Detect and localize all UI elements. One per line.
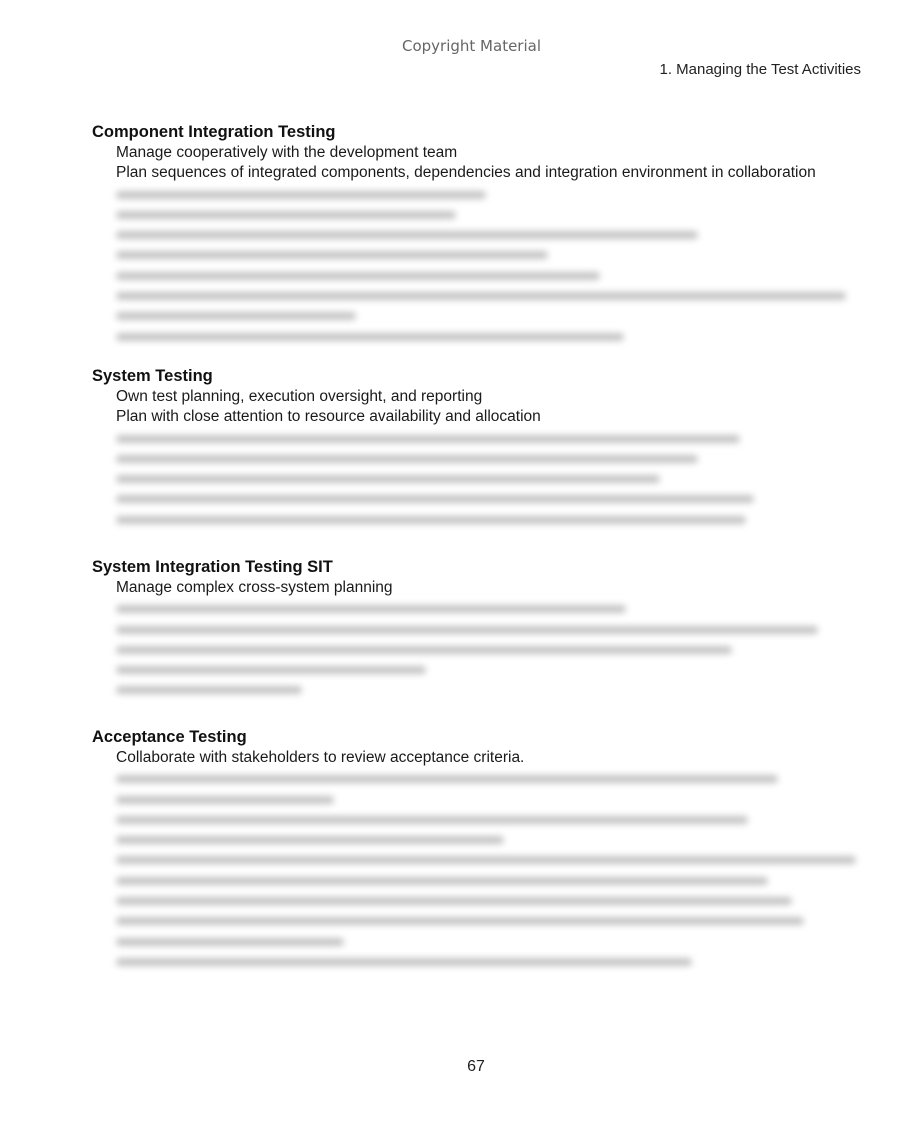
redacted-line (116, 468, 872, 488)
running-head: 1. Managing the Test Activities (659, 61, 861, 78)
section-heading: System Testing (92, 367, 213, 385)
redacted-line (116, 870, 872, 890)
redacted-line (116, 285, 872, 305)
redacted-line (116, 204, 872, 224)
redacted-line (116, 679, 872, 699)
section-component-integration-testing (92, 122, 872, 346)
list-item: Own test planning, execution oversight, and reporting (116, 388, 483, 405)
redacted-line (116, 849, 872, 869)
redacted-line (116, 244, 872, 264)
redacted-line (116, 789, 872, 809)
redacted-line (116, 931, 872, 951)
page-number: 67 (467, 1058, 485, 1075)
list-item: Manage cooperatively with the development team (116, 144, 458, 161)
redacted-line (116, 326, 872, 346)
redacted-line (116, 910, 872, 930)
redacted-line (116, 809, 872, 829)
copyright-notice: Copyright Material (402, 37, 541, 55)
redacted-line (116, 768, 872, 788)
list-item: Plan sequences of integrated components, dependencies and integration environment in collaboration (116, 164, 816, 182)
redacted-line (116, 619, 872, 639)
redacted-line (116, 184, 872, 204)
redacted-line (116, 488, 872, 508)
list-item: Manage complex cross-system planning (116, 579, 393, 596)
list-item: Plan with close attention to resource availability and allocation (116, 408, 541, 426)
redacted-line (116, 224, 872, 244)
redacted-line (116, 598, 872, 618)
redacted-line (116, 951, 872, 971)
redacted-line (116, 448, 872, 468)
redacted-line (116, 428, 872, 448)
section-heading: System Integration Testing SIT (92, 558, 333, 576)
redacted-line (116, 659, 872, 679)
redacted-line (116, 639, 872, 659)
redacted-line (116, 265, 872, 285)
redacted-line (116, 509, 872, 529)
section-system-testing (92, 366, 872, 529)
redacted-line (116, 829, 872, 849)
section-system-integration-testing (92, 557, 872, 700)
section-heading: Acceptance Testing (92, 728, 247, 746)
redacted-line (116, 305, 872, 325)
section-acceptance-testing (92, 727, 872, 971)
list-item: Collaborate with stakeholders to review acceptance criteria. (116, 749, 525, 766)
section-heading: Component Integration Testing (92, 123, 336, 141)
redacted-line (116, 890, 872, 910)
